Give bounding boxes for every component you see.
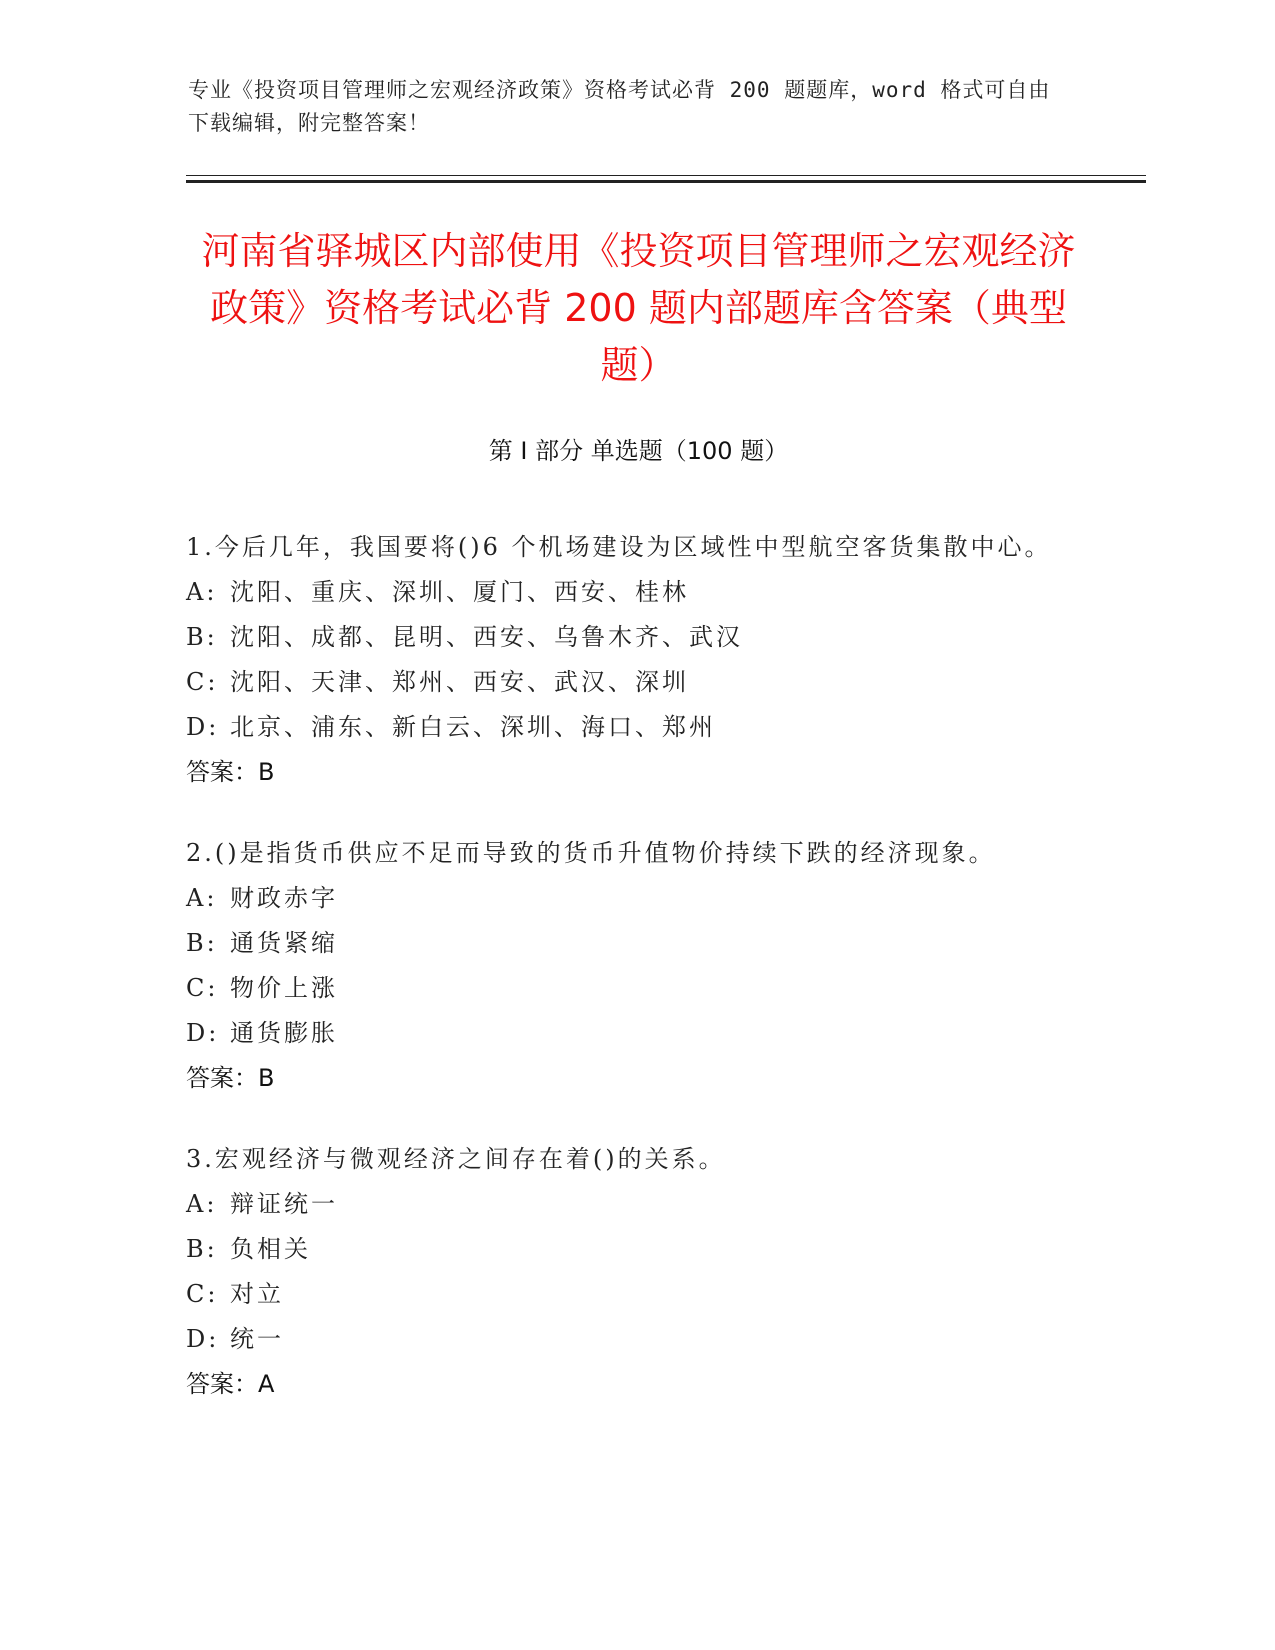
option-letter: A: <box>186 1190 218 1218</box>
question-1 <box>186 525 1086 795</box>
option-letter: C: <box>186 974 219 1002</box>
option-letter: D: <box>186 713 220 741</box>
option-letter: C: <box>186 668 219 696</box>
question-2 <box>186 831 1086 1101</box>
option-letter: A: <box>186 578 218 606</box>
option-text: 沈阳、重庆、深圳、厦门、西安、桂林 <box>230 578 689 606</box>
option-text: 物价上涨 <box>230 974 338 1002</box>
option-letter: A: <box>186 884 218 912</box>
option-b <box>186 615 1086 660</box>
option-text: 负相关 <box>230 1235 311 1263</box>
option-text: 北京、浦东、新白云、深圳、海口、郑州 <box>230 713 716 741</box>
answer-line: 答案：A <box>186 1370 275 1398</box>
question-list <box>186 525 1086 1407</box>
option-a <box>186 570 1086 615</box>
option-c <box>186 1272 1086 1317</box>
option-d <box>186 705 1086 750</box>
header-rule-thick <box>186 180 1146 183</box>
option-text: 沈阳、天津、郑州、西安、武汉、深圳 <box>230 668 689 696</box>
option-a <box>186 876 1086 921</box>
question-stem: 1.今后几年，我国要将()6 个机场建设为区域性中型航空客货集散中心。 <box>186 533 1052 561</box>
option-letter: C: <box>186 1280 219 1308</box>
option-letter: B: <box>186 1235 218 1263</box>
question-stem: 3.宏观经济与微观经济之间存在着()的关系。 <box>186 1145 726 1173</box>
option-letter: D: <box>186 1325 220 1353</box>
answer-line: 答案：B <box>186 1064 275 1092</box>
option-text: 财政赤字 <box>230 884 338 912</box>
option-letter: D: <box>186 1019 220 1047</box>
question-spacer <box>186 1101 1086 1137</box>
option-text: 通货紧缩 <box>230 929 338 957</box>
option-c <box>186 966 1086 1011</box>
option-text: 沈阳、成都、昆明、西安、乌鲁木齐、武汉 <box>230 623 743 651</box>
option-text: 对立 <box>230 1280 284 1308</box>
option-b <box>186 921 1086 966</box>
document-title: 河南省驿城区内部使用《投资项目管理师之宏观经济政策》资格考试必背 200 题内部题库含答案（典型题） <box>201 229 1076 387</box>
option-d <box>186 1011 1086 1056</box>
header-note: 专业《投资项目管理师之宏观经济政策》资格考试必背 200 题题库，word 格式可自由下载编辑，附完整答案！ <box>188 78 1051 135</box>
answer-line: 答案：B <box>186 758 275 786</box>
option-c <box>186 660 1086 705</box>
section-heading: 第 I 部分 单选题（100 题） <box>488 437 789 465</box>
header-rule-thin <box>186 175 1146 176</box>
question-stem: 2.()是指货币供应不足而导致的货币升值物价持续下跌的经济现象。 <box>186 839 996 867</box>
option-letter: B: <box>186 929 218 957</box>
option-text: 通货膨胀 <box>230 1019 338 1047</box>
option-text: 统一 <box>230 1325 284 1353</box>
question-3 <box>186 1137 1086 1407</box>
option-letter: B: <box>186 623 218 651</box>
option-b <box>186 1227 1086 1272</box>
option-text: 辩证统一 <box>230 1190 338 1218</box>
question-spacer <box>186 795 1086 831</box>
option-a <box>186 1182 1086 1227</box>
option-d <box>186 1317 1086 1362</box>
